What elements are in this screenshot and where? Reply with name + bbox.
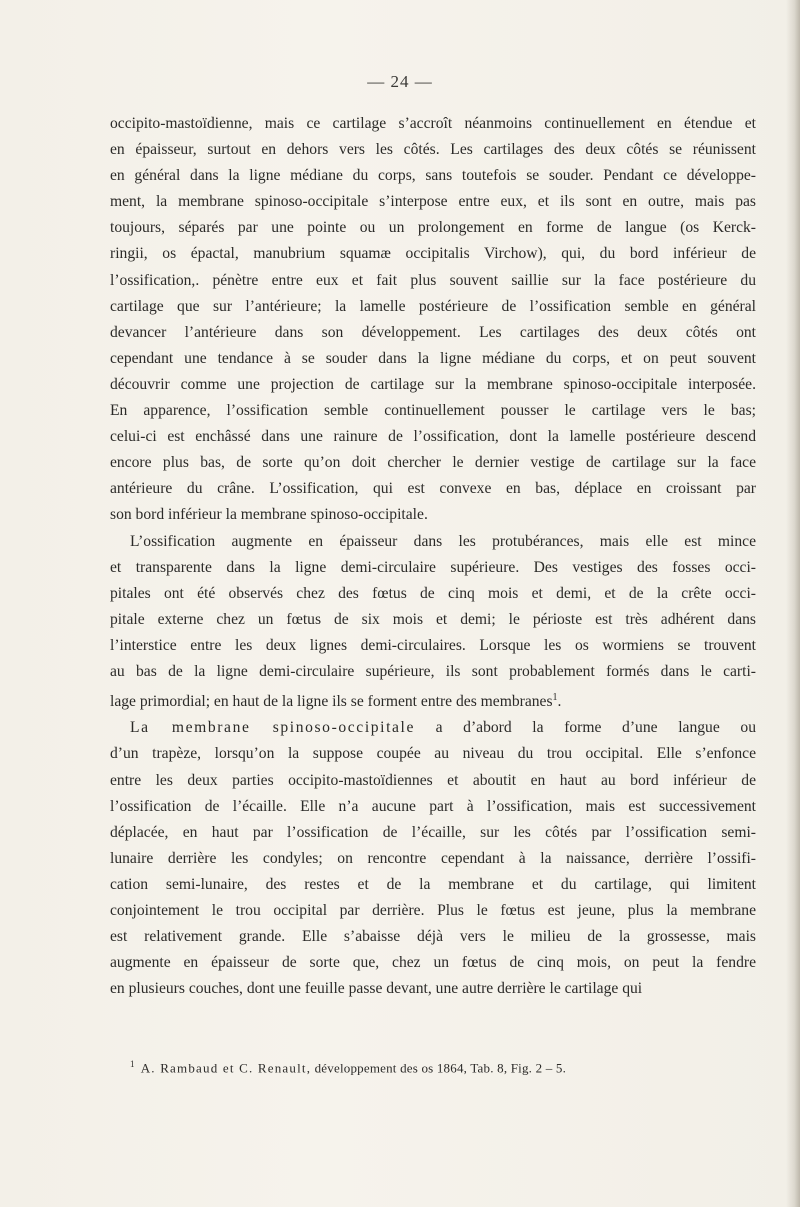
text-line bbox=[110, 163, 756, 189]
line-text: celui-ci est enchâssé dans une rainure de l’ossification, dont la lamelle postérieure descend bbox=[110, 428, 756, 446]
text-line bbox=[110, 137, 756, 163]
text-line bbox=[110, 898, 756, 924]
line-text: en général dans la ligne médiane du corps, sans toutefois se souder. Pendant ce développe- bbox=[110, 167, 756, 185]
line-text: antérieure du crâne. L’ossification, qui est convexe en bas, déplace en croissant par bbox=[110, 480, 756, 498]
line-text: entre les deux parties occipito-mastoïdiennes et aboutit en haut au bord inférieur de bbox=[110, 771, 756, 789]
footnote-text: développement des os 1864, Tab. 8, Fig. 2 – 5. bbox=[311, 1060, 567, 1076]
text-line bbox=[110, 846, 756, 872]
text-line bbox=[110, 607, 756, 633]
text-line bbox=[110, 794, 756, 820]
text-line bbox=[110, 346, 756, 372]
text-line bbox=[110, 659, 756, 685]
text-line bbox=[110, 950, 756, 976]
text-line bbox=[110, 111, 756, 137]
page-edge-shadow bbox=[786, 0, 800, 1207]
text-line bbox=[110, 768, 756, 794]
line-text: cation semi-lunaire, des restes et de la membrane et du cartilage, qui limitent bbox=[110, 875, 756, 893]
text-line bbox=[110, 268, 756, 294]
text-line bbox=[110, 976, 756, 1002]
line-text: augmente en épaisseur de sorte que, chez un fœtus de cinq mois, on peut la fendre bbox=[110, 954, 756, 972]
line-text: l’interstice entre les deux lignes demi-circulaires. Lorsque les os wormiens se trouvent bbox=[110, 636, 756, 654]
line-text: déplacée, en haut par l’ossification de l’écaille, sur les côtés par l’ossification semi- bbox=[110, 823, 756, 841]
text-line bbox=[110, 215, 756, 241]
text-line bbox=[110, 872, 756, 898]
line-text: encore plus bas, de sorte qu’on doit chercher le dernier vestige de cartilage sur la face bbox=[110, 454, 756, 472]
text-line bbox=[110, 424, 756, 450]
line-text: au bas de la ligne demi-circulaire supérieure, ils sont probablement formés dans le carti- bbox=[110, 662, 756, 680]
line-text: occipito-mastoïdienne, mais ce cartilage s’accroît néanmoins continuellement en étendue et bbox=[110, 115, 756, 132]
text-line bbox=[110, 241, 756, 267]
text-line bbox=[110, 529, 756, 555]
line-text: l’ossification,. pénètre entre eux et fait plus souvent saillie sur la face postérieure du bbox=[110, 271, 756, 289]
line-text: L’ossification augmente en épaisseur dans les protubérances, mais elle est mince bbox=[130, 532, 756, 550]
paragraph bbox=[110, 529, 756, 716]
line-text: et transparente dans la ligne demi-circulaire supérieure. Des vestiges des fosses occi- bbox=[110, 558, 756, 576]
line-text: conjointement le trou occipital par derrière. Plus le fœtus est jeune, plus la membrane bbox=[110, 902, 756, 919]
paragraph bbox=[110, 111, 756, 529]
text-line bbox=[110, 398, 756, 424]
line-text: devancer l’antérieure dans son développement. Les cartilages des deux côtés ont bbox=[110, 323, 756, 341]
text-line bbox=[110, 820, 756, 846]
line-text: ment, la membrane spinoso-occipitale s’interpose entre eux, et ils sont en outre, mais pas bbox=[110, 193, 756, 211]
line-text: est relativement grande. Elle s’abaisse déjà vers le milieu de la grossesse, mais bbox=[110, 928, 756, 946]
text-line bbox=[110, 581, 756, 607]
text-line bbox=[110, 633, 756, 659]
footnote-reference[interactable]: 1 bbox=[552, 692, 558, 704]
text-line bbox=[110, 715, 756, 741]
line-text: d’un trapèze, lorsqu’on la suppose coupée au niveau du trou occipital. Elle s’enfonce bbox=[110, 745, 756, 763]
line-text: cartilage que sur l’antérieure; la lamelle postérieure de l’ossification semble en général bbox=[110, 297, 756, 315]
text-line bbox=[110, 502, 756, 528]
spaced-lead: La membrane spinoso-occipitale bbox=[130, 719, 415, 737]
line-text: toujours, séparés par une pointe ou un prolongement en forme de langue (os Kerck- bbox=[110, 219, 756, 237]
page-number: — 24 — bbox=[367, 72, 433, 91]
footnote bbox=[130, 1059, 760, 1076]
line-text: en épaisseur, surtout en dehors vers les côtés. Les cartilages des deux côtés se réunissent bbox=[110, 141, 756, 159]
text-line bbox=[110, 741, 756, 767]
text-line bbox=[110, 189, 756, 215]
text-line bbox=[110, 555, 756, 581]
text-line bbox=[110, 294, 756, 320]
text-line bbox=[110, 685, 756, 715]
footnote-author: A. Rambaud et C. Renault, bbox=[140, 1060, 312, 1076]
line-text: lunaire derrière les condyles; on rencontre cependant à la naissance, derrière l’ossifi- bbox=[110, 849, 756, 867]
text-line bbox=[110, 476, 756, 502]
text-line bbox=[110, 924, 756, 950]
line-text: a d’abord la forme d’une langue ou bbox=[414, 719, 756, 737]
body-text bbox=[110, 111, 756, 1002]
line-text: ringii, os épactal, manubrium squamæ occipitalis Virchow), qui, du bord inférieur de bbox=[110, 245, 756, 263]
line-text: l’ossification de l’écaille. Elle n’a aucune part à l’ossification, mais est successivement bbox=[110, 797, 756, 815]
line-text: En apparence, l’ossification semble continuellement pousser le cartilage vers le bas; bbox=[110, 402, 756, 420]
line-text: découvrir comme une projection de cartilage sur la membrane spinoso-occipitale interposée. bbox=[110, 375, 756, 393]
text-line bbox=[110, 450, 756, 476]
footnote-mark: 1 bbox=[130, 1059, 135, 1069]
text-line bbox=[110, 320, 756, 346]
line-text: pitales ont été observés chez des fœtus de cinq mois et demi, et de la crête occi- bbox=[110, 584, 756, 602]
text-line bbox=[110, 372, 756, 398]
line-text: son bord inférieur la membrane spinoso-occipitale. bbox=[110, 506, 428, 524]
line-text-tail: . bbox=[557, 693, 562, 711]
line-text: en plusieurs couches, dont une feuille passe devant, une autre derrière le cartilage qui bbox=[110, 980, 643, 998]
line-text: cependant une tendance à se souder dans la ligne médiane du corps, et on peut souvent bbox=[110, 349, 756, 367]
line-text: pitale externe chez un fœtus de six mois et demi; le périoste est très adhérent dans bbox=[110, 610, 756, 628]
paragraph bbox=[110, 715, 756, 1002]
line-text: lage primordial; en haut de la ligne ils se forment entre des membranes bbox=[110, 693, 553, 711]
